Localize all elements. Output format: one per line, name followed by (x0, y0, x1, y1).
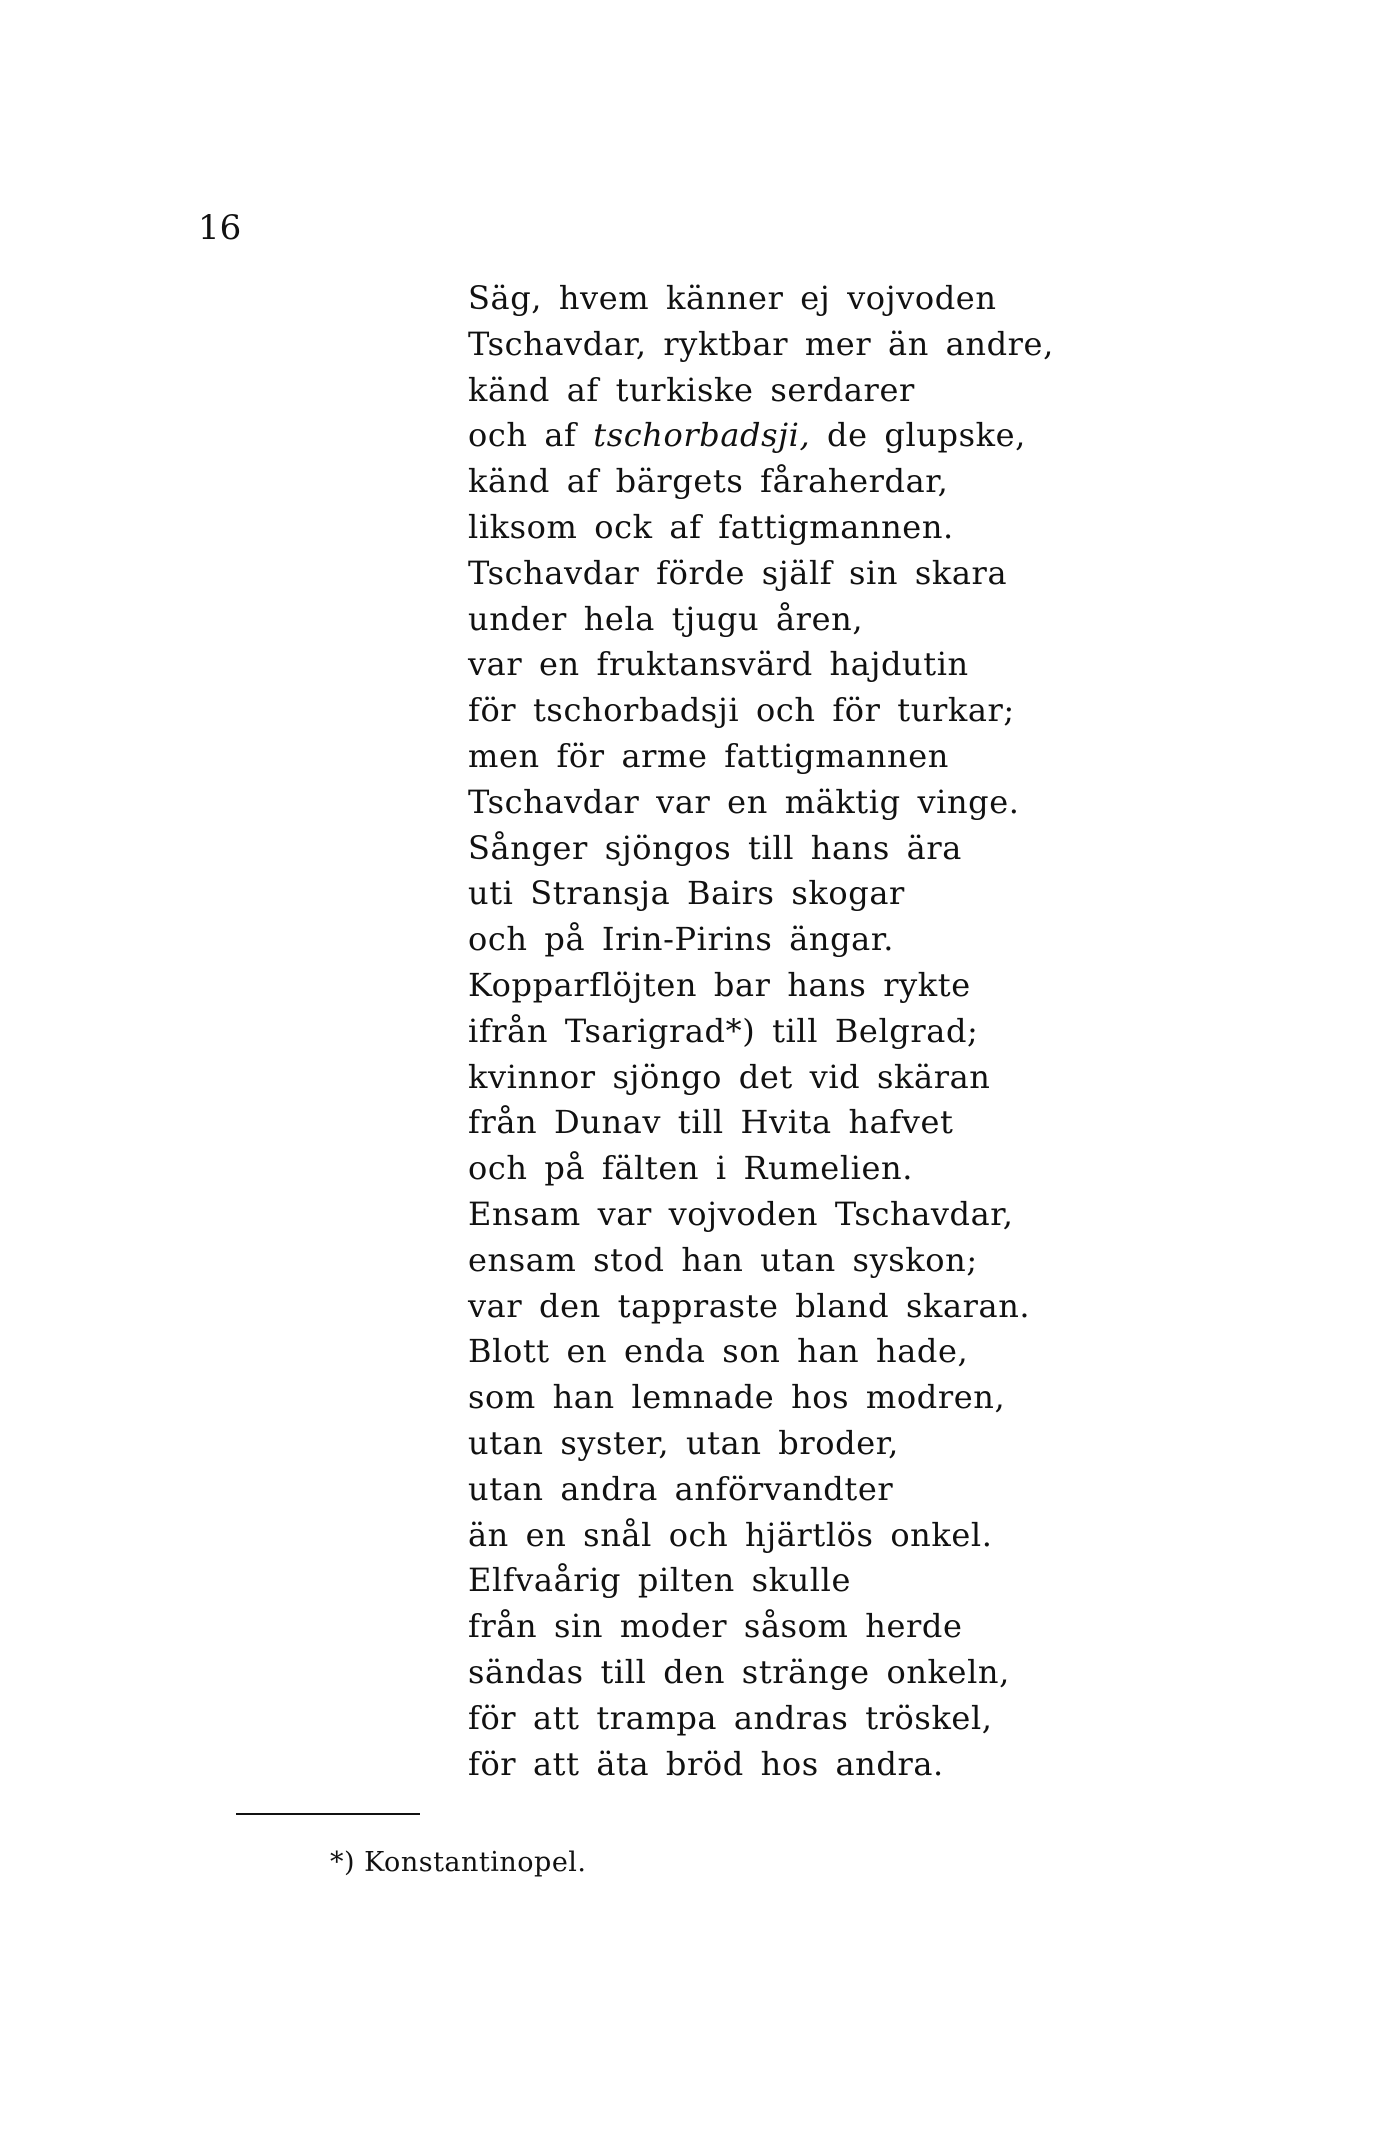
poem-line: från Dunav till Hvita hafvet (468, 1103, 954, 1142)
poem-line-start: och af (468, 416, 594, 455)
page-number: 16 (198, 208, 242, 248)
poem-line: för att äta bröd hos andra. (468, 1744, 944, 1783)
poem-line: och på fälten i Rumelien. (468, 1149, 914, 1188)
poem-line: sändas till den stränge onkeln, (468, 1652, 1010, 1691)
poem-line: än en snål och hjärtlös onkel. (468, 1515, 993, 1554)
poem-line: utan andra anförvandter (468, 1469, 894, 1508)
poem-line: Sånger sjöngos till hans ära (468, 828, 962, 867)
poem-line: Säg, hvem känner ej vojvoden (468, 279, 997, 317)
poem-line: för att trampa andras tröskel, (468, 1698, 993, 1737)
poem-line: Tschavdar var en mäktig vinge. (468, 782, 1020, 821)
poem-line-end: de glupske, (810, 416, 1026, 455)
poem-line: var en fruktansvärd hajdutin (468, 645, 969, 684)
footnote: *) Konstantinopel. (330, 1847, 587, 1878)
poem-line: Tschavdar förde själf sin skara (468, 553, 1008, 592)
poem-line: och på Irin-Pirins ängar. (468, 920, 894, 959)
poem-line: ifrån Tsarigrad*) till Belgrad; (468, 1011, 979, 1050)
poem-line: under hela tjugu åren, (468, 599, 864, 638)
poem-line: utan syster, utan broder, (468, 1423, 899, 1462)
italic-word: tschorbadsji, (593, 416, 811, 455)
poem-line: Kopparflöjten bar hans rykte (468, 965, 971, 1004)
poem-line (468, 413, 1168, 459)
poem-line: Blott en enda son han hade, (468, 1332, 969, 1371)
footnote-divider (236, 1813, 420, 1815)
poem-line: från sin moder såsom herde (468, 1607, 963, 1646)
poem-line: Tschavdar, ryktbar mer än andre, (468, 324, 1054, 363)
poem-line: Ensam var vojvoden Tschavdar, (468, 1194, 1014, 1233)
poem-line: Elfvaårig pilten skulle (468, 1561, 852, 1600)
poem-line: ensam stod han utan syskon; (468, 1240, 978, 1279)
poem-line: känd af bärgets fåraherdar, (468, 462, 949, 501)
poem-line: som han lemnade hos modren, (468, 1378, 1006, 1417)
poem-line: för tschorbadsji och för turkar; (468, 691, 1015, 730)
poem-line: uti Stransja Bairs skogar (468, 874, 905, 913)
poem-line: men för arme fattigmannen (468, 736, 950, 775)
poem-line: liksom ock af fattigmannen. (468, 507, 954, 546)
poem-line: känd af turkiske serdarer (468, 370, 915, 409)
poem-line: kvinnor sjöngo det vid skäran (468, 1057, 991, 1096)
poem-text (468, 276, 1168, 1787)
poem-line: var den tappraste bland skaran. (468, 1286, 1031, 1325)
